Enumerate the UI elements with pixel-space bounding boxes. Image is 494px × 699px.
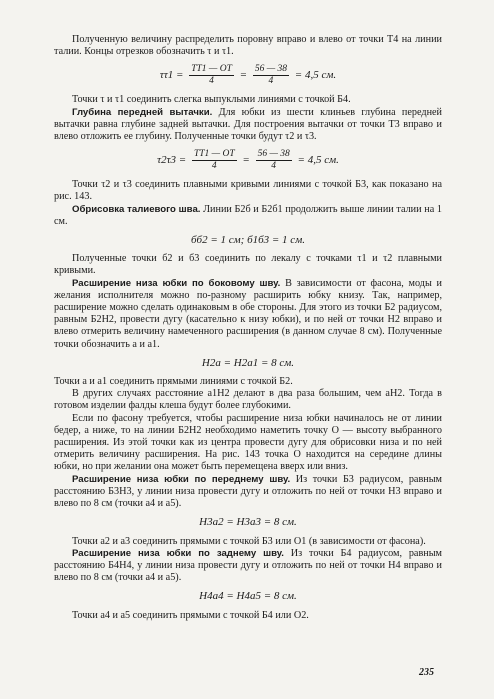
paragraph: Расширение низа юбки по переднему шву. Из точки Б3 радиусом, равным расстоянию Б3H3, у линии низа провести дугу и отложить по ней от точки H3 вправо и влево по 8 см (точки а4 и а5). <box>54 473 442 510</box>
paragraph: Если по фасону требуется, чтобы расширение низа юбки начиналось не от линии бедер, а ниже, то на линии Б2H2 необходимо наметить точку O — высоту выбранного расширения. Из этой точки как из центра провести дугу для обрисовки низа и по ней отмерить величину расширения. На рис. 143 точка O находится на середине длины юбки, но при желании она может быть перемещена вверх или вниз. <box>54 412 442 473</box>
formula-b: бб2 = 1 см; б1б3 = 1 см. <box>191 234 305 247</box>
formula-tau: ττ1 = $\frac{TT1 — OT}{4}$ = $\frac{56 — 38}{4}$ = 4,5 см. <box>159 64 337 87</box>
formula-h2: H2а = H2а1 = 8 см. <box>201 356 295 369</box>
paragraph: Полученную величину распределить поровну вправо и влево от точки T4 на линии талии. Концы отрезков обозначить τ и τ1. <box>54 34 442 58</box>
paragraph: Полученные точки б2 и б3 соединить по лекалу с точками τ1 и τ2 плавными кривыми. <box>54 253 442 277</box>
paragraph: Точки а и а1 соединить прямыми линиями с точкой Б2. <box>54 376 293 388</box>
paragraph: В других случаях расстояние а1H2 делают в два раза большим, чем аH2. Тогда в готовом изделии фалды клеша будут более глубокими. <box>54 388 442 412</box>
paragraph: Глубина передней вытачки. Для юбки из шести клиньев глубина передней вытачки равна глубине задней вытачки. Для построения вытачки от точки T3 вправо и влево отложить ее глубину. Полученные точки будут τ2 и τ3. <box>54 106 442 143</box>
section-heading: Глубина передней вытачки. <box>72 106 213 118</box>
paragraph: Точки τ2 и τ3 соединить плавными кривыми линиями с точкой Б3, как показано на рис. 143. <box>54 179 442 203</box>
section-heading: Расширение низа юбки по боковому шву. <box>72 277 281 289</box>
paragraph: Расширение низа юбки по заднему шву. Из точки Б4 радиусом, равным расстоянию Б4H4, у линии низа провести дугу и отложить по ней от точки H4 вправо и влево по 8 см (точки а4 и а5). <box>54 547 442 584</box>
paragraph: Точки а4 и а5 соединить прямыми с точкой Б4 или O2. <box>72 609 309 621</box>
section-heading: Расширение низа юбки по переднему шву. <box>72 473 291 485</box>
paragraph: Точки τ и τ1 соединить слегка выпуклыми линиями с точкой Б4. <box>72 94 351 106</box>
paragraph: Точки а2 и а3 соединить прямыми с точкой Б3 или O1 (в зависимости от фасона). <box>72 535 426 547</box>
formula-h3: H3а2 = H3а3 = 8 см. <box>199 516 297 529</box>
formula-h4: H4а4 = H4а5 = 8 см. <box>199 590 297 603</box>
section-heading: Расширение низа юбки по заднему шву. <box>72 547 284 559</box>
formula-tau2: τ2τ3 = $\frac{TT1 — OT}{4}$ = $\frac{56 — 38}{4}$ = 4,5 см. <box>157 149 339 172</box>
paragraph: Расширение низа юбки по боковому шву. В зависимости от фасона, моды и желания исполнителя можно по-разному расширить юбку книзу. Так, например, расширение можно сделать одинаковым в обе стороны. Для этого из точки Б2 радиусом, равным Б2H2, провести дугу (касательно к низу юбки), и по ней от точки H2 вправо и влево отмерить величину намеченного расширения (в данном случае 8 см). Полученные точки обозначить а и а1. <box>54 277 443 350</box>
paragraph: Обрисовка талиевого шва. Линии Б2б и Б2б1 продолжить выше линии талии на 1 см. <box>54 203 442 227</box>
section-heading: Обрисовка талиевого шва. <box>72 203 201 215</box>
page-number: 235 <box>419 667 434 678</box>
